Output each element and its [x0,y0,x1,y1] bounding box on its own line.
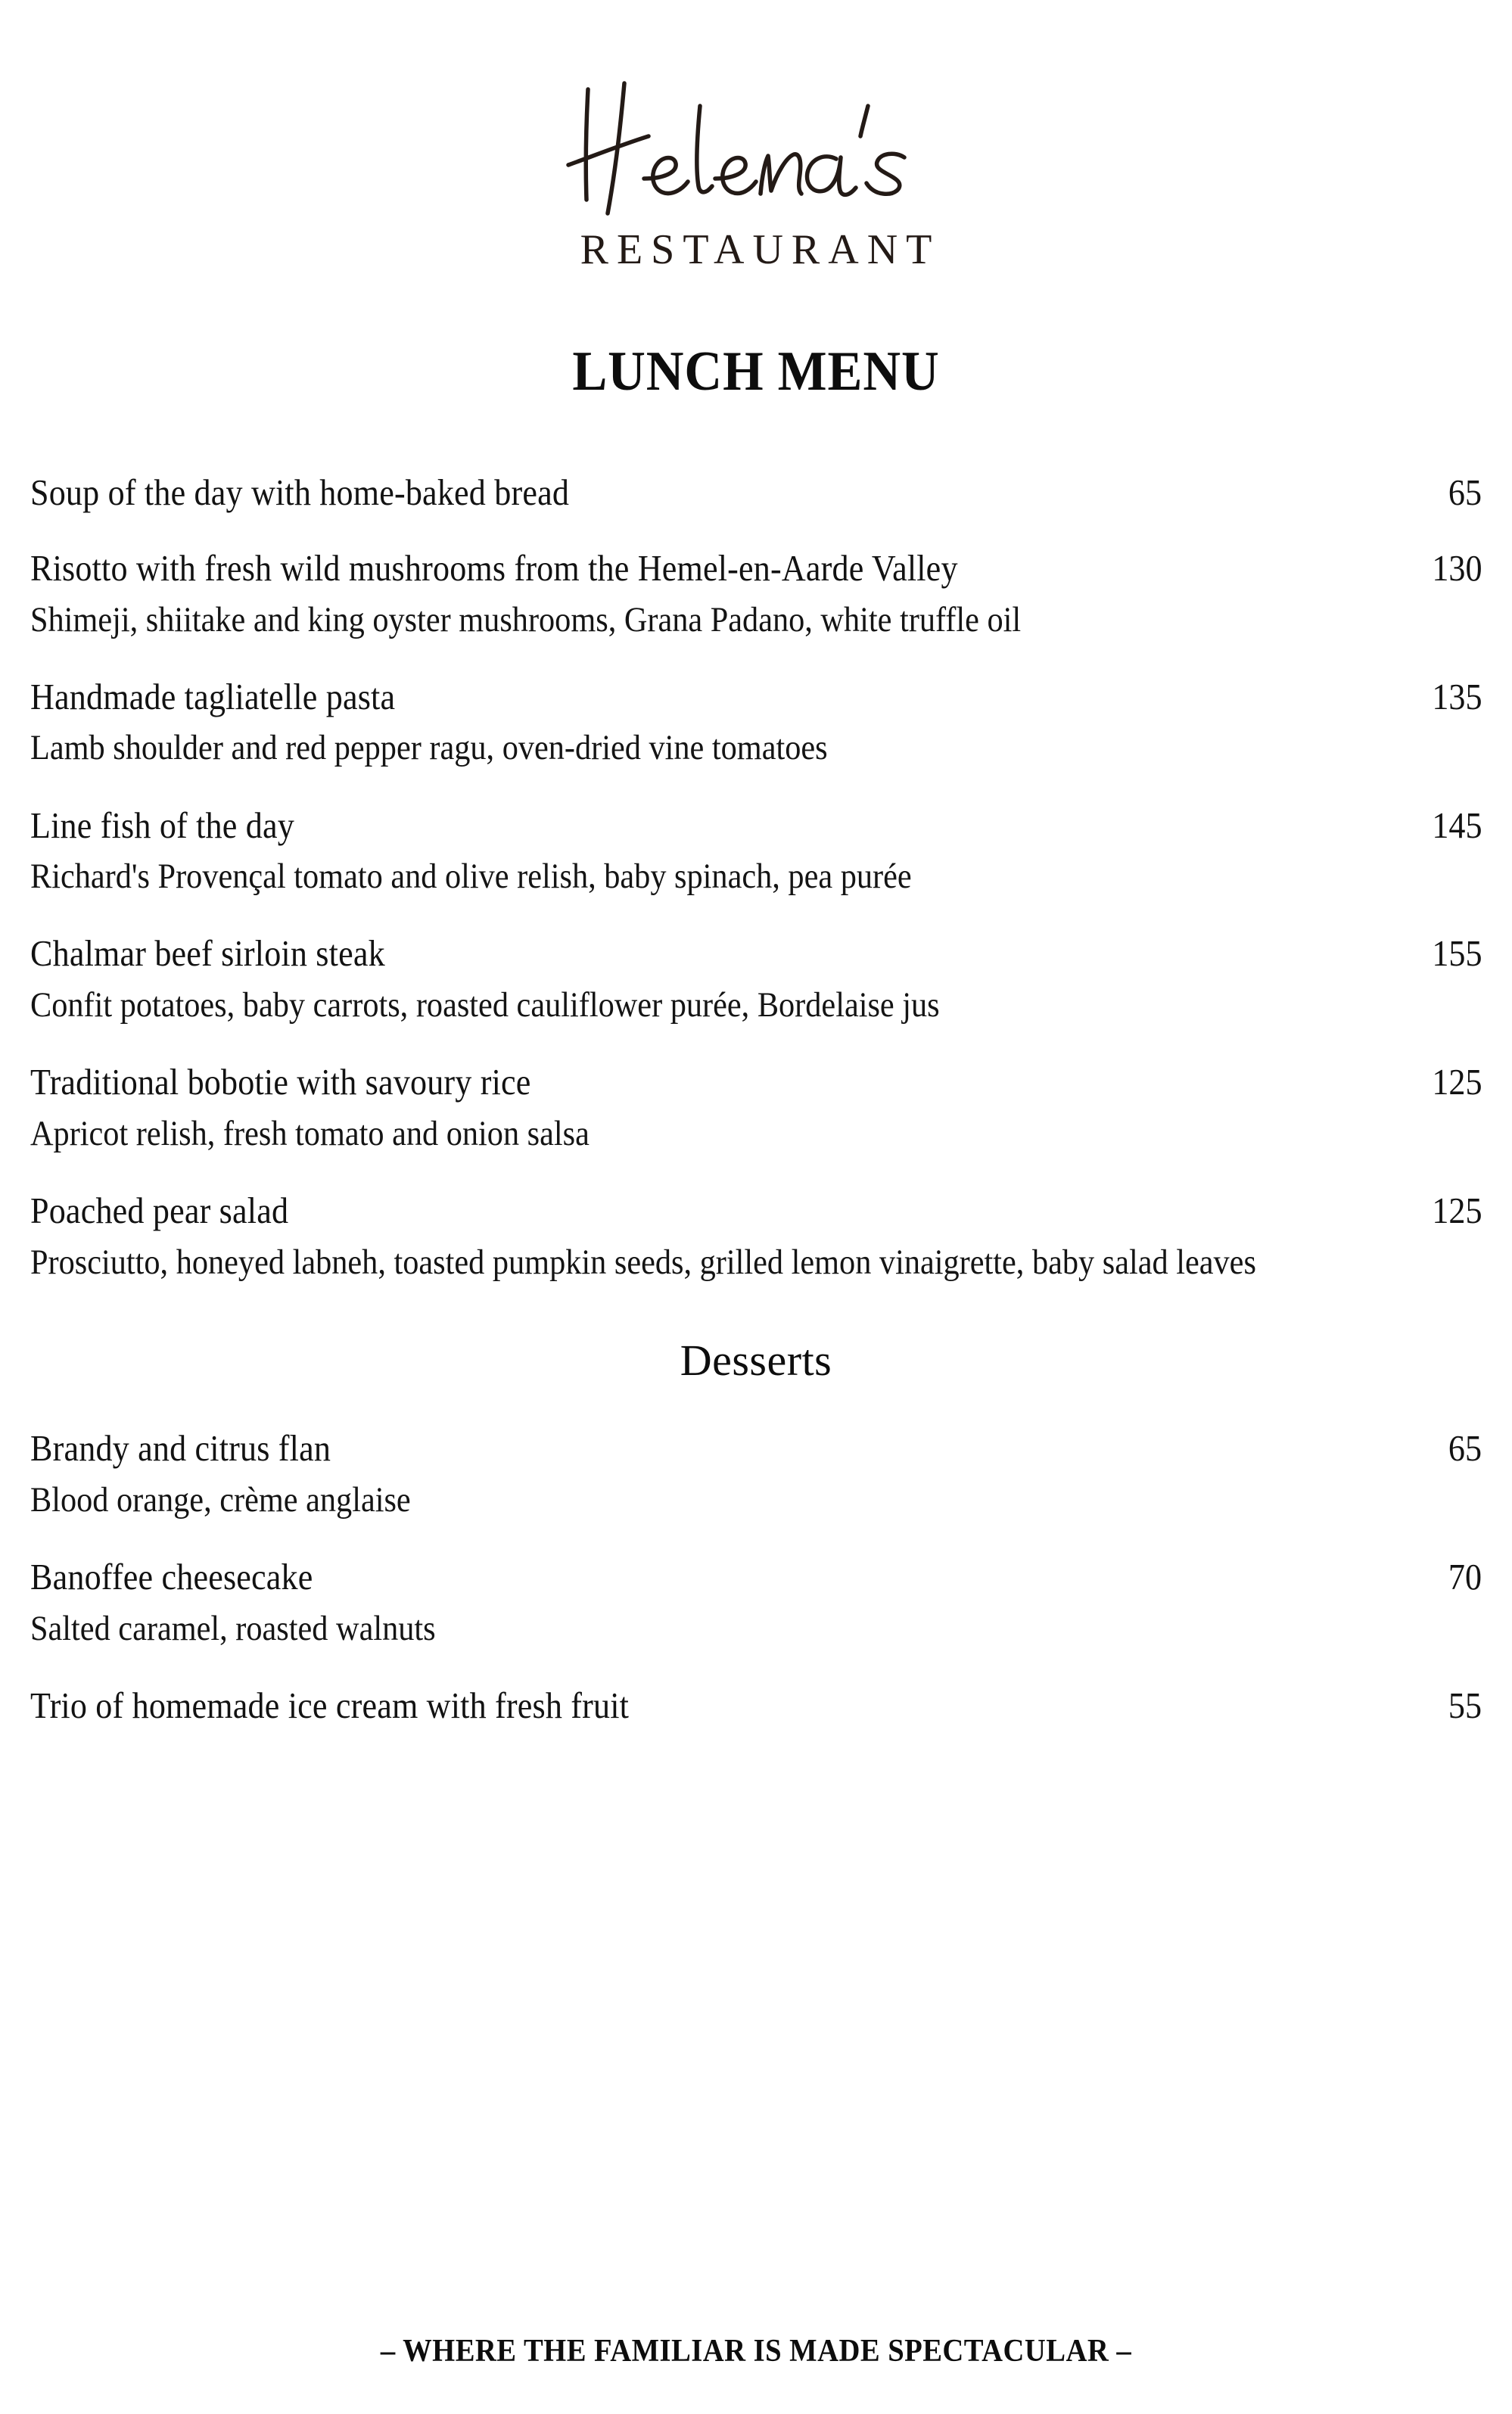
menu-item-row [30,1426,1482,1470]
menu-item-price: 125 [1431,1190,1482,1232]
menu-item-price: 70 [1448,1555,1482,1597]
menu-item-row [30,1189,1482,1233]
menu-item-price: 125 [1431,1061,1482,1103]
menu-item-description: Lamb shoulder and red pepper ragu, oven-dried vine tomatoes [30,728,828,768]
menu-item-row [30,932,1482,975]
menu-item-price: 145 [1431,804,1482,846]
menu-item-price: 65 [1448,471,1482,513]
menu-item-name: Brandy and citrus flan [30,1426,331,1469]
menu-item-name: Banoffee cheesecake [30,1555,313,1597]
menu-item-description: Prosciutto, honeyed labneh, toasted pumpkin seeds, grilled lemon vinaigrette, baby salad leaves [30,1242,1256,1282]
menu-item-price: 130 [1431,546,1482,589]
menu-item [30,675,1482,772]
menu-item-name: Soup of the day with home-baked bread [30,471,570,513]
masthead [30,0,1482,271]
menu-item-name: Chalmar beef sirloin steak [30,932,385,975]
menu-item-row [30,1555,1482,1599]
menu-item [30,471,1482,515]
menu-item [30,1555,1482,1652]
desserts-heading: Desserts [680,1335,832,1385]
menu-item-name: Traditional bobotie with savoury rice [30,1061,531,1103]
menu-item-price: 55 [1448,1684,1482,1726]
menu-item-name: Line fish of the day [30,804,294,846]
menu-item-row [30,1684,1482,1728]
menu-item-description: Salted caramel, roasted walnuts [30,1608,436,1648]
restaurant-wordmark: RESTAURANT [580,226,941,273]
menu-item [30,1684,1482,1728]
menu-item-description: Confit potatoes, baby carrots, roasted cauliflower purée, Bordelaise jus [30,985,940,1025]
menu-item-description: Apricot relish, fresh tomato and onion salsa [30,1114,590,1153]
menu-item-row [30,546,1482,590]
menu-item-name: Poached pear salad [30,1190,289,1232]
helenas-logo-script [559,73,953,224]
lunch-items-list [30,471,1482,1286]
menu-item-name: Handmade tagliatelle pasta [30,675,396,717]
menu-item-price: 135 [1431,675,1482,717]
menu-item-description: Richard's Provençal tomato and olive relish, baby spinach, pea purée [30,857,912,897]
menu-item [30,1060,1482,1157]
menu-item [30,1426,1482,1523]
menu-item-row [30,471,1482,515]
menu-item [30,1189,1482,1286]
dessert-items-list [30,1426,1482,1728]
menu-item-name: Risotto with fresh wild mushrooms from the Hemel-en-Aarde Valley [30,546,958,589]
menu-item-row [30,1060,1482,1104]
menu-item-row [30,675,1482,719]
page-title: LUNCH MENU [572,341,940,403]
menu-item [30,804,1482,901]
menu-item-description: Shimeji, shiitake and king oyster mushrooms, Grana Padano, white truffle oil [30,599,1022,639]
menu-item-name: Trio of homemade ice cream with fresh fruit [30,1684,630,1726]
menu-item-description: Blood orange, crème anglaise [30,1479,411,1520]
menu-item-row [30,804,1482,848]
menu-item [30,932,1482,1028]
footer-tagline: – WHERE THE FAMILIAR IS MADE SPECTACULAR – [380,2334,1132,2369]
menu-item-price: 155 [1431,932,1482,975]
menu-item-price: 65 [1448,1426,1482,1469]
menu-item [30,546,1482,643]
